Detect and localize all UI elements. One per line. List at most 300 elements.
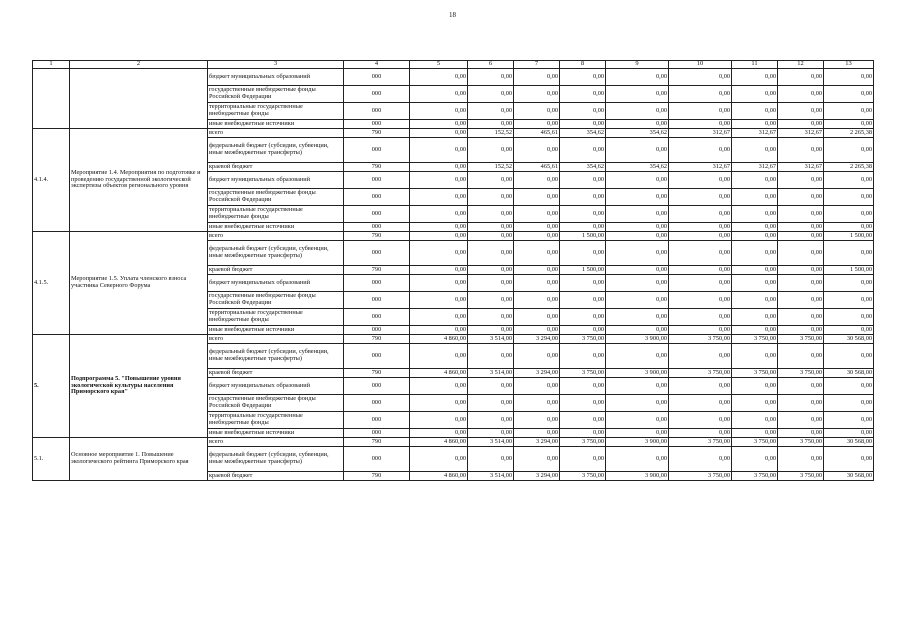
year-value: 0,00 xyxy=(514,309,560,326)
year-value: 3 294,00 xyxy=(514,369,560,378)
year-value: 4 860,00 xyxy=(410,335,468,344)
year-value: 0,00 xyxy=(606,275,669,292)
year-value: 4 860,00 xyxy=(410,438,468,447)
admin-code: 790 xyxy=(344,472,410,481)
admin-code: 790 xyxy=(344,129,410,138)
year-value: 0,00 xyxy=(468,429,514,438)
year-value: 0,00 xyxy=(560,103,606,120)
item-title: Основное мероприятие 1. Повышение экологического рейтинга Приморского края xyxy=(70,438,208,481)
year-value: 0,00 xyxy=(410,138,468,163)
year-value: 152,52 xyxy=(468,163,514,172)
year-value: 0,00 xyxy=(778,378,824,395)
year-value: 0,00 xyxy=(669,232,732,241)
year-value: 3 750,00 xyxy=(778,472,824,481)
year-value: 0,00 xyxy=(669,275,732,292)
year-value: 0,00 xyxy=(410,412,468,429)
year-value: 1 500,00 xyxy=(560,266,606,275)
year-value: 0,00 xyxy=(606,232,669,241)
funding-source: территориальные государственные внебюджетные фонды xyxy=(208,309,344,326)
year-value: 0,00 xyxy=(514,292,560,309)
year-value: 3 750,00 xyxy=(732,335,778,344)
year-value: 0,00 xyxy=(732,412,778,429)
year-value: 0,00 xyxy=(669,395,732,412)
year-value: 0,00 xyxy=(732,309,778,326)
admin-code: 000 xyxy=(344,378,410,395)
year-value: 0,00 xyxy=(514,138,560,163)
year-value: 0,00 xyxy=(778,309,824,326)
column-header: 1 xyxy=(33,61,70,69)
year-value: 0,00 xyxy=(732,172,778,189)
year-value: 0,00 xyxy=(560,189,606,206)
total-value: 0,00 xyxy=(824,395,874,412)
year-value: 0,00 xyxy=(606,138,669,163)
funding-source: государственные внебюджетные фонды Российской Федерации xyxy=(208,395,344,412)
year-value: 312,67 xyxy=(778,129,824,138)
year-value: 0,00 xyxy=(514,232,560,241)
year-value: 0,00 xyxy=(514,69,560,86)
year-value: 0,00 xyxy=(514,344,560,369)
year-value: 0,00 xyxy=(410,120,468,129)
admin-code: 000 xyxy=(344,189,410,206)
total-value: 0,00 xyxy=(824,172,874,189)
year-value: 3 750,00 xyxy=(669,472,732,481)
year-value: 3 750,00 xyxy=(669,438,732,447)
admin-code: 000 xyxy=(344,292,410,309)
year-value: 0,00 xyxy=(410,232,468,241)
year-value: 0,00 xyxy=(514,103,560,120)
year-value: 0,00 xyxy=(778,138,824,163)
year-value: 0,00 xyxy=(669,292,732,309)
year-value: 0,00 xyxy=(778,412,824,429)
total-value: 0,00 xyxy=(824,344,874,369)
year-value: 0,00 xyxy=(468,275,514,292)
year-value: 3 750,00 xyxy=(778,335,824,344)
admin-code: 000 xyxy=(344,326,410,335)
year-value: 0,00 xyxy=(732,266,778,275)
year-value: 0,00 xyxy=(514,266,560,275)
funding-source: территориальные государственные внебюджетные фонды xyxy=(208,412,344,429)
year-value: 3 750,00 xyxy=(560,369,606,378)
year-value: 0,00 xyxy=(778,326,824,335)
total-value: 1 500,00 xyxy=(824,266,874,275)
year-value: 0,00 xyxy=(410,172,468,189)
admin-code: 000 xyxy=(344,103,410,120)
table-row xyxy=(33,129,874,138)
column-header: 12 xyxy=(778,61,824,69)
admin-code: 000 xyxy=(344,172,410,189)
year-value: 0,00 xyxy=(606,326,669,335)
total-value: 0,00 xyxy=(824,103,874,120)
year-value: 0,00 xyxy=(468,292,514,309)
total-value: 30 568,00 xyxy=(824,472,874,481)
year-value: 3 750,00 xyxy=(778,369,824,378)
year-value: 3 750,00 xyxy=(560,335,606,344)
year-value: 0,00 xyxy=(669,206,732,223)
year-value: 0,00 xyxy=(778,120,824,129)
year-value: 0,00 xyxy=(560,86,606,103)
year-value: 0,00 xyxy=(732,378,778,395)
year-value: 0,00 xyxy=(669,266,732,275)
year-value: 0,00 xyxy=(514,120,560,129)
year-value: 0,00 xyxy=(560,378,606,395)
year-value: 0,00 xyxy=(410,395,468,412)
funding-source: краевой бюджет xyxy=(208,266,344,275)
funding-source: краевой бюджет xyxy=(208,369,344,378)
year-value: 0,00 xyxy=(560,120,606,129)
year-value: 0,00 xyxy=(468,189,514,206)
year-value: 0,00 xyxy=(606,309,669,326)
admin-code: 000 xyxy=(344,86,410,103)
year-value: 0,00 xyxy=(732,241,778,266)
year-value: 3 750,00 xyxy=(732,472,778,481)
year-value: 3 750,00 xyxy=(669,369,732,378)
year-value: 0,00 xyxy=(468,232,514,241)
budget-table xyxy=(32,60,874,481)
year-value: 0,00 xyxy=(669,326,732,335)
year-value: 312,67 xyxy=(732,129,778,138)
year-value: 0,00 xyxy=(669,241,732,266)
year-value: 0,00 xyxy=(669,378,732,395)
year-value: 0,00 xyxy=(514,223,560,232)
admin-code: 000 xyxy=(344,412,410,429)
year-value: 0,00 xyxy=(410,326,468,335)
column-number-row xyxy=(33,61,874,69)
year-value: 0,00 xyxy=(410,223,468,232)
year-value: 3 514,00 xyxy=(468,472,514,481)
year-value: 0,00 xyxy=(410,241,468,266)
year-value: 0,00 xyxy=(732,232,778,241)
admin-code: 000 xyxy=(344,206,410,223)
total-value: 0,00 xyxy=(824,189,874,206)
year-value: 0,00 xyxy=(778,223,824,232)
year-value: 0,00 xyxy=(732,447,778,472)
year-value: 0,00 xyxy=(410,266,468,275)
year-value: 0,00 xyxy=(778,172,824,189)
year-value: 0,00 xyxy=(468,344,514,369)
year-value: 3 294,00 xyxy=(514,335,560,344)
year-value: 0,00 xyxy=(778,241,824,266)
funding-source: бюджет муниципальных образований xyxy=(208,69,344,86)
total-value: 0,00 xyxy=(824,412,874,429)
total-value: 0,00 xyxy=(824,206,874,223)
year-value: 0,00 xyxy=(468,266,514,275)
year-value: 0,00 xyxy=(560,172,606,189)
item-number: 5.1. xyxy=(33,438,70,481)
year-value: 354,62 xyxy=(560,129,606,138)
year-value: 0,00 xyxy=(606,103,669,120)
year-value: 3 900,00 xyxy=(606,369,669,378)
year-value: 0,00 xyxy=(468,138,514,163)
year-value: 0,00 xyxy=(468,206,514,223)
year-value: 0,00 xyxy=(669,189,732,206)
year-value: 0,00 xyxy=(778,232,824,241)
admin-code: 000 xyxy=(344,429,410,438)
year-value: 312,67 xyxy=(669,129,732,138)
year-value: 0,00 xyxy=(606,120,669,129)
table-row xyxy=(33,232,874,241)
funding-source: федеральный бюджет (субсидии, субвенции, иные межбюджетные трансферты) xyxy=(208,344,344,369)
year-value: 0,00 xyxy=(410,86,468,103)
year-value: 0,00 xyxy=(778,429,824,438)
year-value: 0,00 xyxy=(514,275,560,292)
year-value: 0,00 xyxy=(468,412,514,429)
year-value: 0,00 xyxy=(514,206,560,223)
year-value: 0,00 xyxy=(732,206,778,223)
year-value: 354,62 xyxy=(560,163,606,172)
year-value: 0,00 xyxy=(606,241,669,266)
funding-source: бюджет муниципальных образований xyxy=(208,275,344,292)
year-value: 0,00 xyxy=(606,429,669,438)
year-value: 0,00 xyxy=(514,241,560,266)
funding-source: территориальные государственные внебюджетные фонды xyxy=(208,206,344,223)
funding-source: краевой бюджет xyxy=(208,472,344,481)
year-value: 0,00 xyxy=(560,447,606,472)
year-value: 0,00 xyxy=(732,344,778,369)
year-value: 3 750,00 xyxy=(560,472,606,481)
year-value: 0,00 xyxy=(732,69,778,86)
year-value: 0,00 xyxy=(468,241,514,266)
admin-code: 000 xyxy=(344,309,410,326)
item-title xyxy=(70,69,208,129)
funding-source: государственные внебюджетные фонды Российской Федерации xyxy=(208,86,344,103)
year-value: 0,00 xyxy=(410,103,468,120)
table-row xyxy=(33,69,874,86)
year-value: 0,00 xyxy=(410,447,468,472)
item-number: 5. xyxy=(33,335,70,438)
admin-code: 790 xyxy=(344,335,410,344)
table-body xyxy=(33,69,874,481)
year-value: 0,00 xyxy=(468,69,514,86)
year-value: 3 514,00 xyxy=(468,438,514,447)
funding-source: федеральный бюджет (субсидии, субвенции, иные межбюджетные трансферты) xyxy=(208,138,344,163)
year-value: 0,00 xyxy=(778,69,824,86)
year-value: 0,00 xyxy=(606,292,669,309)
total-value: 0,00 xyxy=(824,309,874,326)
year-value: 0,00 xyxy=(560,429,606,438)
funding-source: иные внебюджетные источники xyxy=(208,223,344,232)
year-value: 0,00 xyxy=(669,412,732,429)
year-value: 0,00 xyxy=(606,344,669,369)
funding-source: территориальные государственные внебюджетные фонды xyxy=(208,103,344,120)
column-header: 5 xyxy=(410,61,468,69)
year-value: 4 860,00 xyxy=(410,472,468,481)
total-value: 0,00 xyxy=(824,138,874,163)
year-value: 0,00 xyxy=(560,223,606,232)
admin-code: 790 xyxy=(344,369,410,378)
column-header: 11 xyxy=(732,61,778,69)
admin-code: 000 xyxy=(344,120,410,129)
year-value: 0,00 xyxy=(778,189,824,206)
total-value: 30 568,00 xyxy=(824,335,874,344)
total-value: 0,00 xyxy=(824,326,874,335)
admin-code: 000 xyxy=(344,138,410,163)
admin-code: 000 xyxy=(344,447,410,472)
admin-code: 000 xyxy=(344,241,410,266)
year-value: 3 750,00 xyxy=(669,335,732,344)
item-title: Мероприятие 1.5. Уплата членского взноса участника Северного Форума xyxy=(70,232,208,335)
year-value: 0,00 xyxy=(732,189,778,206)
year-value: 0,00 xyxy=(778,275,824,292)
total-value: 0,00 xyxy=(824,69,874,86)
total-value: 30 568,00 xyxy=(824,369,874,378)
year-value: 0,00 xyxy=(669,344,732,369)
year-value: 0,00 xyxy=(732,223,778,232)
year-value: 0,00 xyxy=(732,275,778,292)
year-value: 312,67 xyxy=(732,163,778,172)
year-value: 0,00 xyxy=(778,86,824,103)
admin-code: 000 xyxy=(344,69,410,86)
year-value: 0,00 xyxy=(560,69,606,86)
year-value: 0,00 xyxy=(560,395,606,412)
total-value: 0,00 xyxy=(824,223,874,232)
year-value: 4 860,00 xyxy=(410,369,468,378)
funding-source: всего xyxy=(208,335,344,344)
year-value: 3 900,00 xyxy=(606,335,669,344)
column-header: 6 xyxy=(468,61,514,69)
year-value: 0,00 xyxy=(514,447,560,472)
year-value: 0,00 xyxy=(410,69,468,86)
year-value: 0,00 xyxy=(410,189,468,206)
funding-source: всего xyxy=(208,438,344,447)
column-header: 13 xyxy=(824,61,874,69)
year-value: 0,00 xyxy=(669,447,732,472)
year-value: 0,00 xyxy=(669,86,732,103)
admin-code: 000 xyxy=(344,344,410,369)
year-value: 354,62 xyxy=(606,129,669,138)
year-value: 0,00 xyxy=(560,292,606,309)
year-value: 0,00 xyxy=(732,292,778,309)
year-value: 0,00 xyxy=(778,266,824,275)
column-header: 2 xyxy=(70,61,208,69)
year-value: 0,00 xyxy=(732,138,778,163)
item-number: 4.1.5. xyxy=(33,232,70,335)
year-value: 0,00 xyxy=(468,172,514,189)
year-value: 3 900,00 xyxy=(606,438,669,447)
total-value: 0,00 xyxy=(824,429,874,438)
funding-source: государственные внебюджетные фонды Российской Федерации xyxy=(208,292,344,309)
year-value: 0,00 xyxy=(732,395,778,412)
year-value: 0,00 xyxy=(514,378,560,395)
year-value: 0,00 xyxy=(560,241,606,266)
year-value: 0,00 xyxy=(514,395,560,412)
year-value: 0,00 xyxy=(410,206,468,223)
column-header: 9 xyxy=(606,61,669,69)
admin-code: 000 xyxy=(344,395,410,412)
year-value: 0,00 xyxy=(410,163,468,172)
total-value: 0,00 xyxy=(824,120,874,129)
year-value: 0,00 xyxy=(468,395,514,412)
year-value: 0,00 xyxy=(732,120,778,129)
year-value: 0,00 xyxy=(560,412,606,429)
year-value: 0,00 xyxy=(732,429,778,438)
year-value: 0,00 xyxy=(669,103,732,120)
year-value: 3 750,00 xyxy=(778,438,824,447)
year-value: 0,00 xyxy=(410,309,468,326)
year-value: 0,00 xyxy=(468,326,514,335)
year-value: 0,00 xyxy=(669,120,732,129)
column-header: 10 xyxy=(669,61,732,69)
year-value: 0,00 xyxy=(669,223,732,232)
year-value: 312,67 xyxy=(778,163,824,172)
year-value: 0,00 xyxy=(468,223,514,232)
year-value: 0,00 xyxy=(606,189,669,206)
column-header: 3 xyxy=(208,61,344,69)
total-value: 0,00 xyxy=(824,378,874,395)
year-value: 0,00 xyxy=(732,103,778,120)
funding-source: федеральный бюджет (субсидии, субвенции, иные межбюджетные трансферты) xyxy=(208,241,344,266)
year-value: 3 294,00 xyxy=(514,438,560,447)
year-value: 0,00 xyxy=(669,69,732,86)
year-value: 0,00 xyxy=(778,292,824,309)
year-value: 465,61 xyxy=(514,129,560,138)
year-value: 3 514,00 xyxy=(468,369,514,378)
year-value: 0,00 xyxy=(560,138,606,163)
table-row xyxy=(33,335,874,344)
year-value: 0,00 xyxy=(606,206,669,223)
year-value: 0,00 xyxy=(468,447,514,472)
funding-source: иные внебюджетные источники xyxy=(208,120,344,129)
funding-source: краевой бюджет xyxy=(208,163,344,172)
year-value: 0,00 xyxy=(778,344,824,369)
year-value: 0,00 xyxy=(514,172,560,189)
funding-source: всего xyxy=(208,232,344,241)
funding-source: федеральный бюджет (субсидии, субвенции, иные межбюджетные трансферты) xyxy=(208,447,344,472)
admin-code: 790 xyxy=(344,232,410,241)
admin-code: 000 xyxy=(344,223,410,232)
year-value: 0,00 xyxy=(410,429,468,438)
year-value: 0,00 xyxy=(669,172,732,189)
year-value: 0,00 xyxy=(606,266,669,275)
page-number: 18 xyxy=(449,11,456,19)
year-value: 0,00 xyxy=(468,103,514,120)
year-value: 0,00 xyxy=(606,412,669,429)
year-value: 0,00 xyxy=(732,86,778,103)
year-value: 0,00 xyxy=(514,326,560,335)
year-value: 0,00 xyxy=(606,69,669,86)
admin-code: 790 xyxy=(344,438,410,447)
year-value: 0,00 xyxy=(606,447,669,472)
year-value: 0,00 xyxy=(606,223,669,232)
year-value: 0,00 xyxy=(606,172,669,189)
year-value: 0,00 xyxy=(410,129,468,138)
year-value: 3 900,00 xyxy=(606,472,669,481)
funding-source: бюджет муниципальных образований xyxy=(208,172,344,189)
year-value: 0,00 xyxy=(468,378,514,395)
total-value: 0,00 xyxy=(824,275,874,292)
item-title: Подпрограмма 5. "Повышение уровня экологической культуры населения Приморского края" xyxy=(70,335,208,438)
year-value: 0,00 xyxy=(560,275,606,292)
year-value: 0,00 xyxy=(410,275,468,292)
item-number xyxy=(33,69,70,129)
year-value: 465,61 xyxy=(514,163,560,172)
year-value: 3 294,00 xyxy=(514,472,560,481)
year-value: 0,00 xyxy=(606,86,669,103)
year-value: 0,00 xyxy=(514,412,560,429)
total-value: 1 500,00 xyxy=(824,232,874,241)
year-value: 0,00 xyxy=(669,429,732,438)
year-value: 0,00 xyxy=(468,309,514,326)
year-value: 0,00 xyxy=(410,344,468,369)
year-value: 0,00 xyxy=(560,206,606,223)
year-value: 0,00 xyxy=(778,447,824,472)
year-value: 0,00 xyxy=(560,309,606,326)
funding-source: всего xyxy=(208,129,344,138)
year-value: 3 514,00 xyxy=(468,335,514,344)
year-value: 354,62 xyxy=(606,163,669,172)
year-value: 0,00 xyxy=(468,120,514,129)
total-value: 0,00 xyxy=(824,241,874,266)
column-header: 4 xyxy=(344,61,410,69)
